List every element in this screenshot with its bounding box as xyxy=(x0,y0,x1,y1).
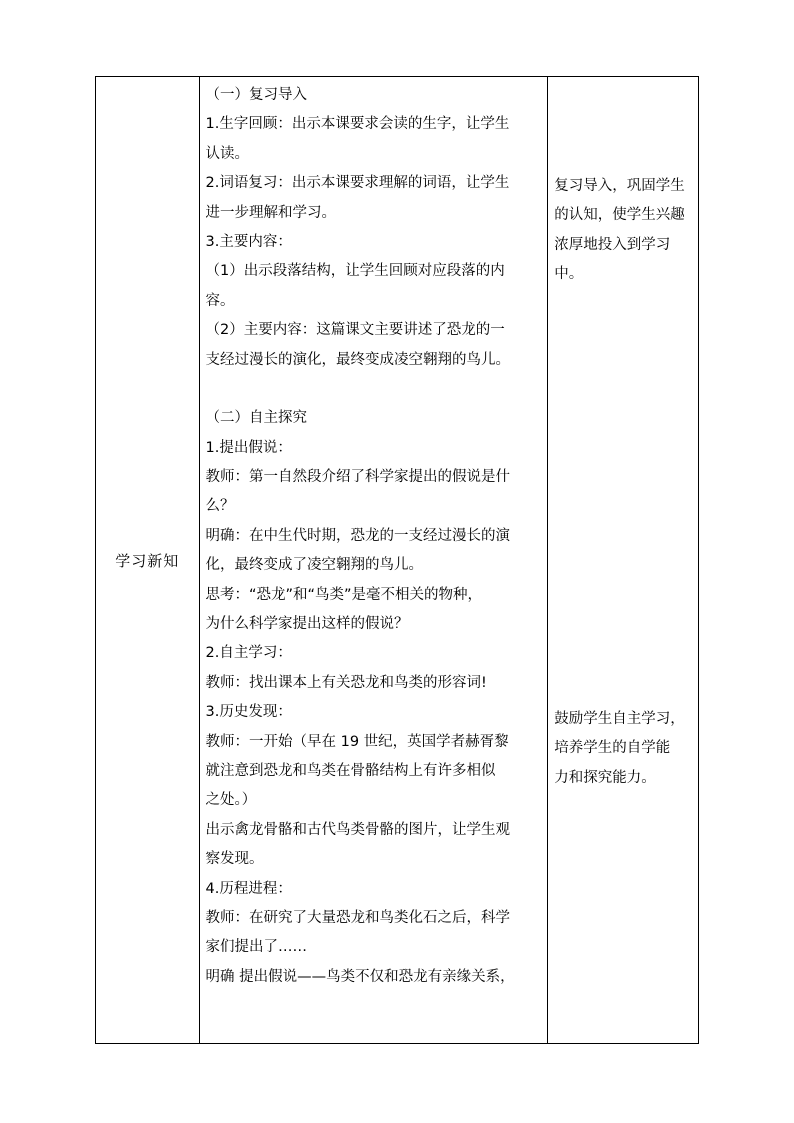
content-line: 教师：一开始（早在 19 世纪，英国学者赫胥黎 xyxy=(205,733,509,750)
content-line: 2.自主学习： xyxy=(205,645,292,662)
stage-cell xyxy=(96,77,200,1044)
content-line: 就注意到恐龙和鸟类在骨骼结构上有许多相似 xyxy=(205,762,496,779)
content-line: 察发现。 xyxy=(205,851,264,868)
purpose-line: 复习导入，巩固学生 xyxy=(554,178,685,194)
content-line: 么？ xyxy=(205,498,235,515)
content-line: 4.历程进程： xyxy=(205,880,292,897)
purpose-line: 培养学生的自学能 xyxy=(554,740,671,757)
stage-label: 学习新知 xyxy=(115,551,180,570)
content-line: 为什么科学家提出这样的假说？ xyxy=(205,616,409,633)
content-line: 认读。 xyxy=(205,145,249,162)
content-line: 明确 提出假说——鸟类不仅和恐龙有亲缘关系， xyxy=(205,968,515,985)
content-line: 3.历史发现： xyxy=(205,704,292,721)
content-line: 教师：找出课本上有关恐龙和鸟类的形容词! xyxy=(205,674,487,691)
content-line: （2）主要内容：这篇课文主要讲述了恐龙的一 xyxy=(205,322,505,339)
purpose-line: 力和探究能力。 xyxy=(554,769,656,786)
content-line xyxy=(206,375,542,404)
content-line: 3.主要内容： xyxy=(205,233,292,250)
content-line: 家们提出了…… xyxy=(205,939,307,956)
purpose-block-explore xyxy=(554,705,694,793)
purpose-line: 中。 xyxy=(554,266,584,283)
content-line: 出示禽龙骨骼和古代鸟类骨骼的图片，让学生观 xyxy=(205,821,510,838)
content-line: 思考：“恐龙”和“鸟类”是毫不相关的物种， xyxy=(205,586,483,603)
content-line: 2.词语复习：出示本课要求理解的词语，让学生 xyxy=(205,175,510,192)
content-line: 1.生字回顾：出示本课要求会读的生字，让学生 xyxy=(205,116,510,133)
content-line: （1）出示段落结构，让学生回顾对应段落的内 xyxy=(205,263,505,280)
content-line: 1.提出假说： xyxy=(205,439,292,456)
purpose-line: 的认知，使学生兴趣 xyxy=(554,207,685,224)
purpose-line: 浓厚地投入到学习 xyxy=(554,236,671,253)
teaching-content-cell xyxy=(199,77,548,1044)
lesson-plan-table xyxy=(95,76,699,1044)
content-line: 支经过漫长的演化，最终变成凌空翱翔的鸟儿。 xyxy=(205,351,510,368)
content-line: 化，最终变成了凌空翱翔的鸟儿。 xyxy=(205,557,423,574)
content-line: 明确：在中生代时期，恐龙的一支经过漫长的演 xyxy=(205,527,510,544)
content-line: 教师：在研究了大量恐龙和鸟类化石之后，科学 xyxy=(205,909,510,926)
table-row xyxy=(96,77,699,1044)
purpose-line: 鼓励学生自主学习， xyxy=(554,711,685,727)
teaching-content xyxy=(206,81,542,992)
content-line: 教师：第一自然段介绍了科学家提出的假说是什 xyxy=(205,469,510,486)
content-line: 之处。） xyxy=(205,792,257,809)
content-line: 进一步理解和学习。 xyxy=(205,204,336,221)
purpose-block-review xyxy=(554,172,694,290)
content-line: 容。 xyxy=(205,292,235,309)
content-line: （一）复习导入 xyxy=(205,87,307,103)
design-purpose-cell xyxy=(548,77,699,1044)
content-line: （二）自主探究 xyxy=(205,410,307,427)
